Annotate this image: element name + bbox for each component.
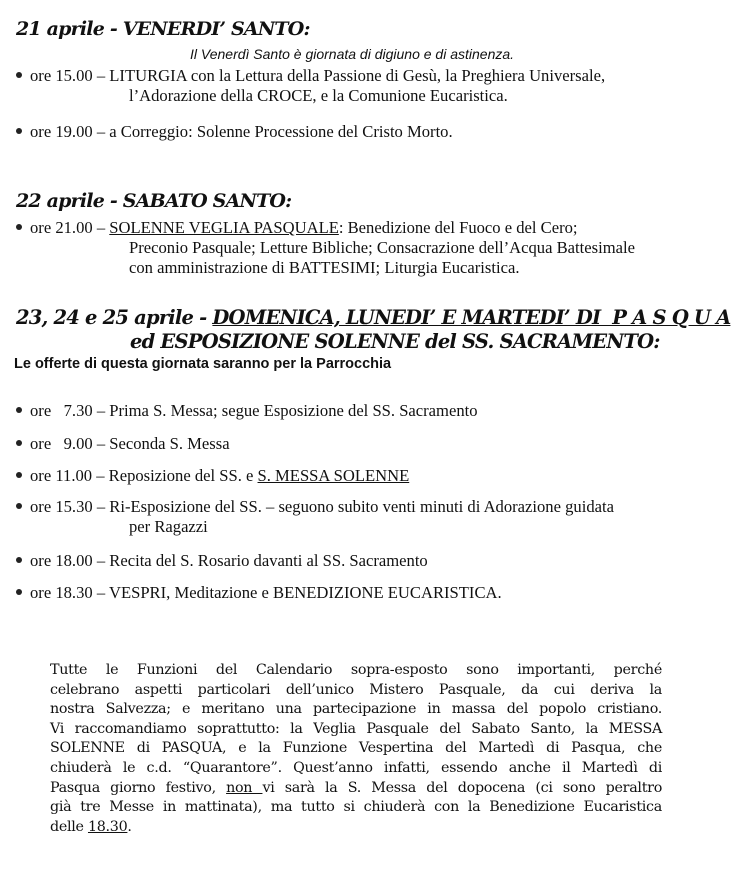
paragraph-text: vi sarà la S. Messa del dopocena (ci sono peraltro [262,779,662,796]
offering-note: Le offerte di questa giornata saranno per la Parrocchia [14,356,392,372]
paragraph-line [50,818,662,838]
schedule-item [16,218,635,278]
schedule-item [16,401,478,421]
section-heading-pasqua-line2: ed ESPOSIZIONE SOLENNE del SS. SACRAMENTO: [130,330,660,353]
schedule-item [16,583,502,603]
bullet-icon [16,589,22,595]
item-text: Seconda S. Messa [109,434,230,453]
heading-date: 23, 24 e 25 aprile [16,306,194,329]
item-time: ore 15.00 [30,66,93,85]
item-text-underlined: SOLENNE VEGLIA PASQUALE [109,218,339,237]
paragraph-text: Pasqua giorno festivo, [50,779,227,796]
item-separator: – [92,122,110,141]
schedule-item [16,66,605,106]
item-continuation: per Ragazzi [129,517,208,536]
item-time: ore 18.00 [30,551,93,570]
item-continuation: l’Adorazione della CROCE, e la Comunione Eucaristica. [129,86,508,105]
bullet-icon [16,503,22,509]
paragraph-line: nostra Salvezza; e meritano una partecipazione in massa del popolo cristiano. [50,701,662,718]
heading-date: 21 aprile [16,18,104,40]
item-separator: – [92,66,110,85]
paragraph-line: chiuderà le c.d. “Quarantore”. Quest’anno infatti, essendo anche il Martedì di [50,759,662,776]
item-time: ore 21.00 [30,218,93,237]
bullet-icon [16,224,22,230]
paragraph-line: SOLENNE di PASQUA, e la Funzione Vespertina del Martedì di Pasqua, che [50,740,662,757]
closing-paragraph [50,661,662,837]
item-continuation: con amministrazione di BATTESIMI; Liturgia Eucaristica. [129,258,520,277]
bullet-icon [16,440,22,446]
item-continuation: Preconio Pasquale; Letture Bibliche; Consacrazione dell’Acqua Battesimale [129,238,635,257]
item-text: Reposizione del SS. e [108,466,258,485]
item-time: ore 9.00 [30,434,93,453]
heading-separator: - [193,306,213,329]
paragraph-line: celebrano aspetti particolari dell’unico Mistero Pasquale, da cui deriva la [50,681,662,698]
heading-title: VENERDI’ SANTO: [122,18,310,40]
item-text: VESPRI, Meditazione e BENEDIZIONE EUCARISTICA. [108,583,502,602]
schedule-item [16,466,409,486]
paragraph-text-underlined: non [226,779,263,796]
bullet-icon [16,128,22,134]
item-time: ore 18.30 [30,583,93,602]
paragraph-line: Tutte le Funzioni del Calendario sopra-esposto sono importanti, perché [50,662,662,678]
paragraph-line: già tre Messe in mattinata), ma tutto si chiuderà con la Benedizione Eucaristica [50,799,662,816]
item-time: ore 15.30 [30,497,93,516]
heading-title: SABATO SANTO: [122,190,292,212]
item-text: LITURGIA con la Lettura della Passione di Gesù, la Preghiera Universale, [109,66,606,85]
item-time: ore 11.00 [30,466,93,485]
schedule-item [16,434,230,454]
heading-title: DOMENICA, LUNEDI’ E MARTEDI’ DI P A S Q U A [212,306,731,329]
fasting-note: Il Venerdì Santo è giornata di digiuno e di astinenza. [190,46,515,62]
bullet-icon [16,472,22,478]
schedule-item [16,497,614,537]
item-separator: – [92,466,109,485]
item-time: ore 19.00 [30,122,93,141]
bullet-icon [16,557,22,563]
item-text: Ri-Esposizione del SS. – seguono subito venti minuti di Adorazione guidata [109,497,614,516]
heading-separator: - [104,190,123,212]
item-time: ore 7.30 [30,401,93,420]
section-heading-sabato-santo [16,190,291,212]
item-text: : Benedizione del Fuoco e del Cero; [338,218,578,237]
heading-date: 22 aprile [16,190,104,212]
schedule-item [16,122,453,142]
item-text: a Correggio: Solenne Processione del Cristo Morto. [109,122,453,141]
paragraph-text: . [127,818,132,835]
item-separator: – [92,218,110,237]
item-separator: – [92,583,109,602]
section-heading-venerdi-santo [16,18,310,40]
item-text-underlined: S. MESSA SOLENNE [257,466,410,485]
item-separator: – [92,497,110,516]
paragraph-line: Vi raccomandiamo soprattutto: la Veglia Pasquale del Sabato Santo, la MESSA [50,720,662,737]
heading-separator: - [104,18,123,40]
item-separator: – [92,401,110,420]
schedule-item [16,551,428,571]
item-separator: – [92,434,110,453]
bullet-icon [16,407,22,413]
paragraph-text-underlined: 18.30 [87,818,128,835]
item-text: Recita del S. Rosario davanti al SS. Sacramento [109,551,428,570]
section-heading-pasqua [16,306,730,329]
bullet-icon [16,72,22,78]
paragraph-line [50,779,662,799]
item-separator: – [92,551,110,570]
paragraph-text: delle [50,818,88,835]
item-text: Prima S. Messa; segue Esposizione del SS. Sacramento [109,401,478,420]
